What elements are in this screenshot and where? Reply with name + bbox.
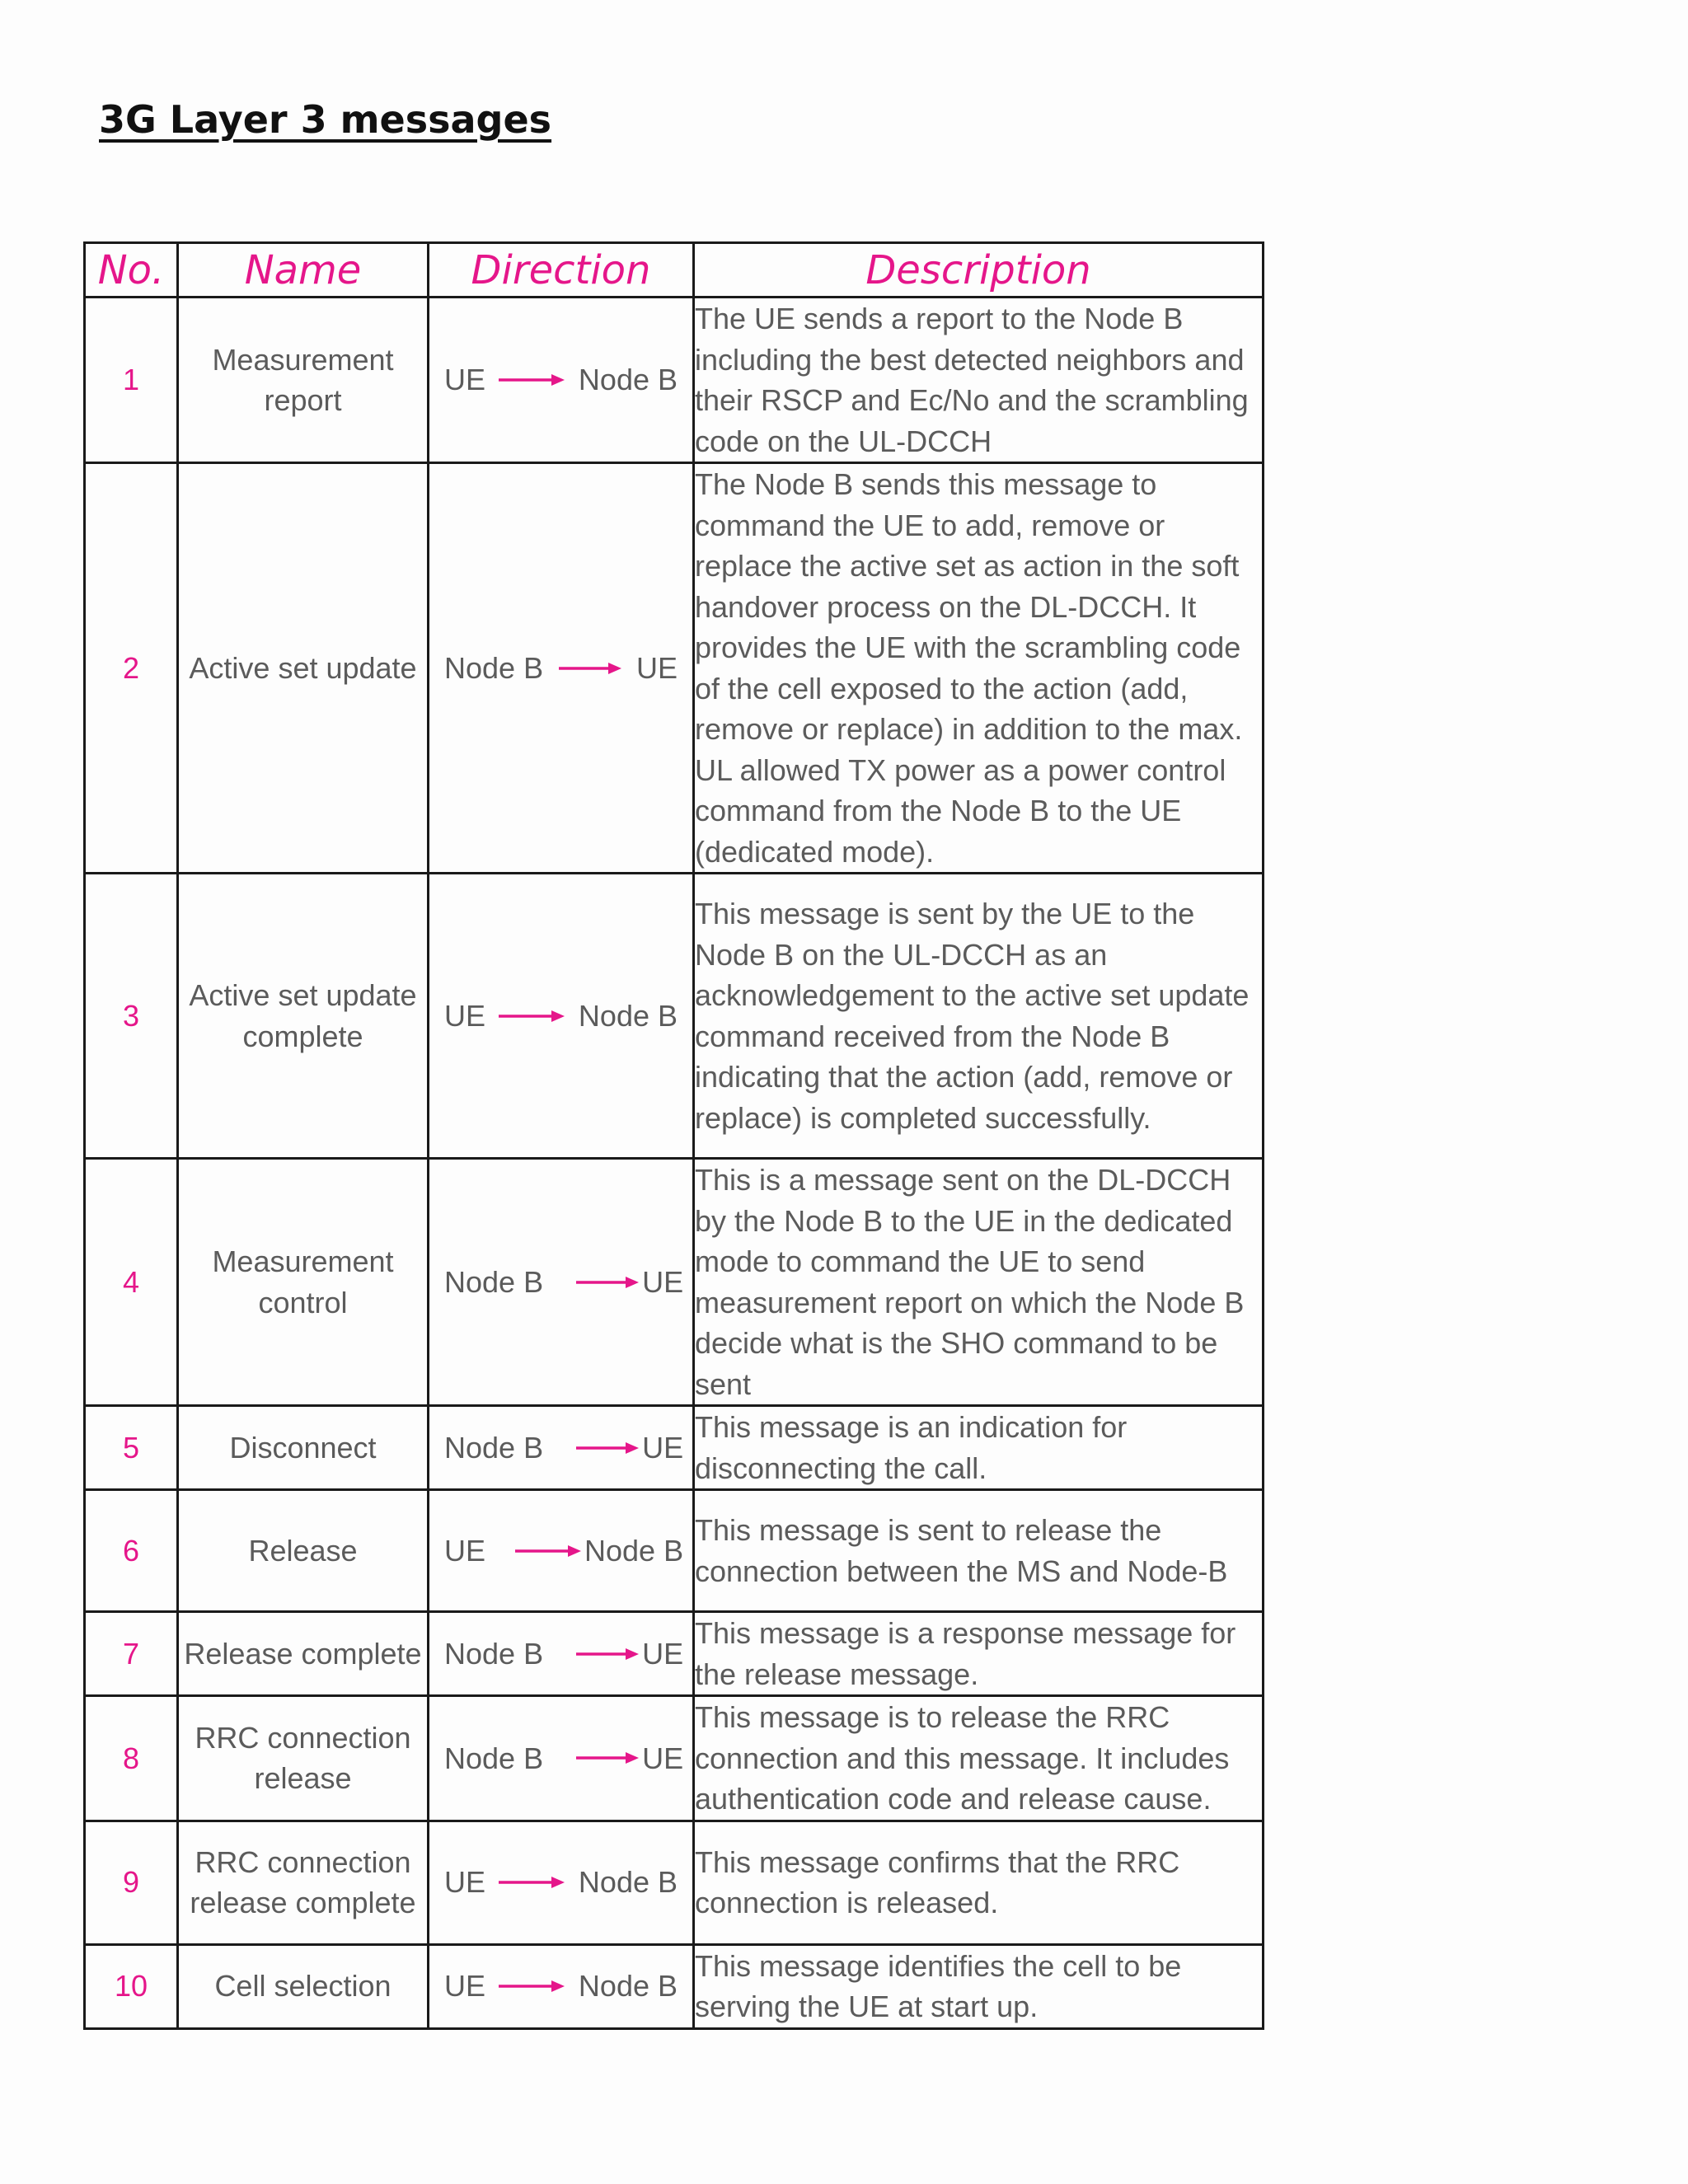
table-row [85,298,1264,463]
direction-from: UE [444,998,486,1033]
row-number: 8 [85,1696,178,1821]
message-description: This message is sent by the UE to the Node B on the UL-DCCH as an acknowledgement to the active set update command received from the Node B indicating that the action (add, remove or replace) is completed successfully. [694,874,1264,1159]
table-row [85,1406,1264,1490]
message-description: This message is sent to release the connection between the MS and Node-B [694,1490,1264,1612]
row-number: 7 [85,1612,178,1696]
direction-to: Node B [578,1865,678,1900]
right-arrow-icon [485,1980,579,1993]
right-arrow-icon [543,1751,642,1765]
direction-cell [429,874,694,1159]
direction-cell [429,1406,694,1490]
message-description: This message is a response message for the release message. [694,1612,1264,1696]
page-title: 3G Layer 3 messages [99,97,552,142]
right-arrow-icon [543,1441,642,1455]
table-row [85,1944,1264,2028]
message-description: The UE sends a report to the Node B including the best detected neighbors and their RSCP and Ec/No and the scrambling code on the UL-DCCH [694,298,1264,463]
message-name: Active set update [178,463,429,874]
direction-cell [429,1612,694,1696]
direction-from: Node B [444,1636,544,1671]
direction-to: UE [642,1264,684,1299]
direction-cell [429,1490,694,1612]
direction-from: Node B [444,1430,544,1465]
row-number: 10 [85,1944,178,2028]
message-description: This is a message sent on the DL-DCCH by the Node B to the UE in the dedicated mode to command the UE to send measurement report on which the Node B decide what is the SHO command to be sent [694,1159,1264,1406]
header-direction: Direction [429,243,694,298]
message-name: Disconnect [178,1406,429,1490]
layer3-messages-table [83,241,1264,2030]
right-arrow-icon [485,1876,579,1889]
table-row [85,1821,1264,1944]
right-arrow-icon [543,662,636,675]
direction-to: Node B [584,1533,684,1568]
message-description: The Node B sends this message to command the UE to add, remove or replace the active set as action in the soft handover process on the DL-DCCH. It provides the UE with the scrambling code of the cell exposed to the action (add, remove or replace) in addition to the max. UL allowed TX power as a power control command from the Node B to the UE (dedicated mode). [694,463,1264,874]
row-number: 5 [85,1406,178,1490]
message-description: This message identifies the cell to be serving the UE at start up. [694,1944,1264,2028]
row-number: 1 [85,298,178,463]
right-arrow-icon [485,1544,584,1558]
direction-cell [429,1944,694,2028]
row-number: 6 [85,1490,178,1612]
row-number: 3 [85,874,178,1159]
header-name: Name [178,243,429,298]
right-arrow-icon [485,1010,579,1023]
row-number: 4 [85,1159,178,1406]
direction-to: UE [642,1741,684,1775]
direction-cell [429,1696,694,1821]
direction-to: Node B [578,363,678,397]
header-description: Description [694,243,1264,298]
direction-cell [429,463,694,874]
direction-to: UE [642,1636,684,1671]
direction-from: Node B [444,1741,544,1775]
message-name: RRC connection release complete [178,1821,429,1944]
table-row [85,1490,1264,1612]
message-name: Cell selection [178,1944,429,2028]
table-row [85,463,1264,874]
direction-cell [429,298,694,463]
message-description: This message confirms that the RRC connection is released. [694,1821,1264,1944]
direction-cell [429,1821,694,1944]
right-arrow-icon [543,1647,642,1661]
direction-to: UE [635,650,678,685]
row-number: 9 [85,1821,178,1944]
message-description: This message is to release the RRC connection and this message. It includes authentication code and release cause. [694,1696,1264,1821]
table-row [85,1612,1264,1696]
direction-from: UE [444,1533,486,1568]
header-no: No. [85,243,178,298]
row-number: 2 [85,463,178,874]
message-name: Measurement report [178,298,429,463]
direction-to: Node B [578,998,678,1033]
message-name: Release complete [178,1612,429,1696]
direction-from: UE [444,1969,486,2004]
direction-from: UE [444,1865,486,1900]
message-name: Measurement control [178,1159,429,1406]
right-arrow-icon [485,373,579,387]
message-name: Active set update complete [178,874,429,1159]
direction-from: Node B [444,1264,544,1299]
table-row [85,1159,1264,1406]
header-row [85,243,1264,298]
table-row [85,874,1264,1159]
right-arrow-icon [543,1276,642,1289]
direction-from: Node B [444,650,544,685]
direction-cell [429,1159,694,1406]
message-name: RRC connection release [178,1696,429,1821]
message-name: Release [178,1490,429,1612]
direction-from: UE [444,363,486,397]
direction-to: UE [642,1430,684,1465]
table-row [85,1696,1264,1821]
direction-to: Node B [578,1969,678,2004]
message-description: This message is an indication for disconnecting the call. [694,1406,1264,1490]
